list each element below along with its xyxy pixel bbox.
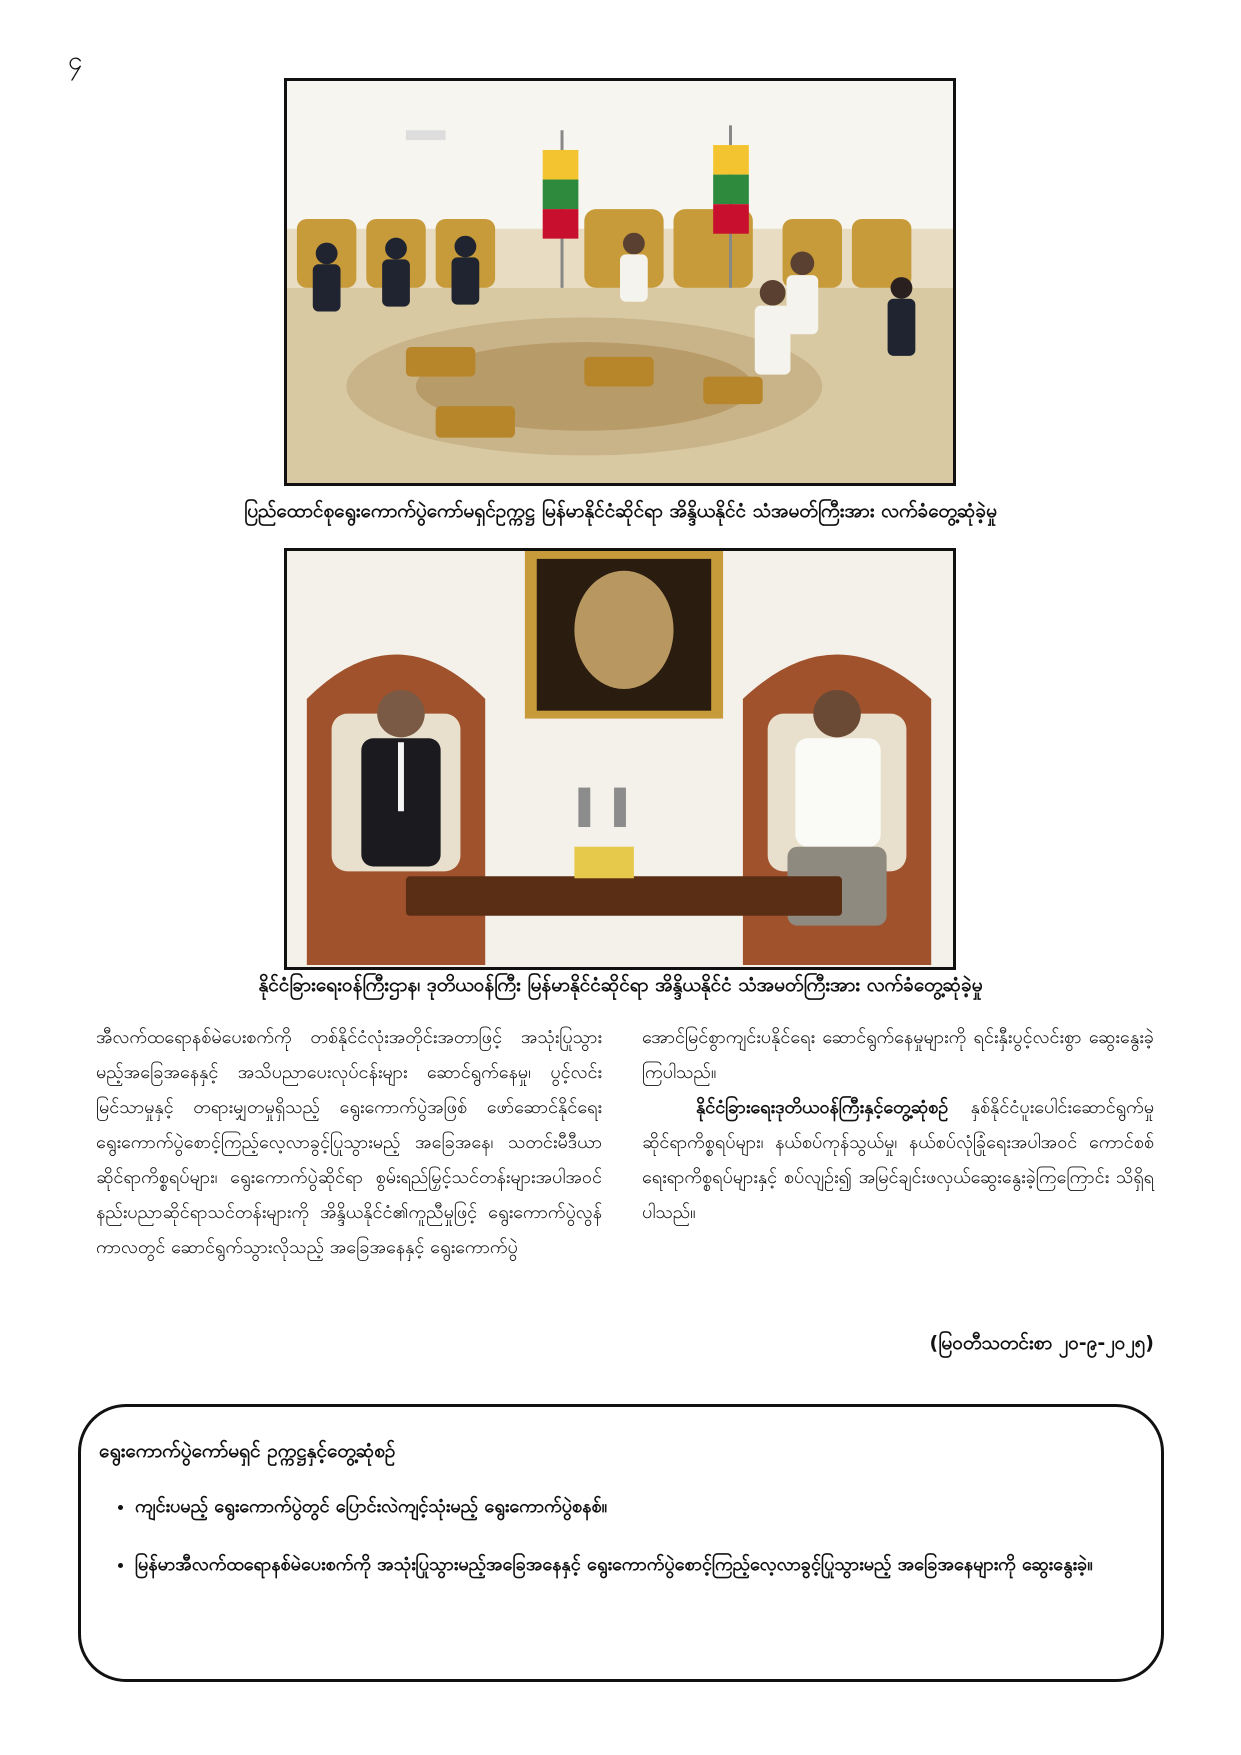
article-right-column bbox=[642, 1020, 1154, 1230]
article-paragraph: အီလက်ထရောနစ်မဲပေးစက်ကို တစ်နိုင်ငံလုံးအတိုင်းအတာဖြင့် အသုံးပြုသွားမည့်အခြေအနေနှင့် အသိပညာပေးလုပ်ငန်းများ ဆောင်ရွက်နေမှု၊ ပွင့်လင်းမြင်သာမှုနှင့် တရားမျှတမှုရှိသည့် ရွေးကောက်ပွဲအဖြစ် ဖော်ဆောင်နိုင်ရေး ရွေးကောက်ပွဲစောင့်ကြည့်လေ့လာခွင့်ပြုသွားမည့် အခြေအနေ၊ သတင်းမီဒီယာဆိုင်ရာကိစ္စရပ်များ၊ ရွေးကောက်ပွဲဆိုင်ရာ စွမ်းရည်မြှင့်သင်တန်းများအပါအဝင် နည်းပညာဆိုင်ရာသင်တန်းများကို အိန္ဒိယနိုင်ငံ၏ကူညီမှုဖြင့် ရွေးကောက်ပွဲလွန်ကာလတွင် ဆောင်ရွက်သွားလိုသည့် အခြေအနေနှင့် ရွေးကောက်ပွဲ bbox=[96, 1027, 602, 1258]
page-number: ၄ bbox=[68, 46, 83, 76]
article-paragraph: အောင်မြင်စွာကျင်းပနိုင်ရေး ဆောင်ရွက်နေမှုများကို ရင်းနှီးပွင့်လင်းစွာ ဆွေးနွေးခဲ့ကြပါသည်။ bbox=[642, 1027, 1154, 1083]
photo-2-caption: နိုင်ငံခြားရေးဝန်ကြီးဌာန၊ ဒုတိယဝန်ကြီး မြန်မာနိုင်ငံဆိုင်ရာ အိန္ဒိယနိုင်ငံ သံအမတ်ကြီးအား လက်ခံတွေ့ဆုံခဲ့မှု bbox=[258, 974, 983, 996]
meeting-room-illustration bbox=[287, 81, 953, 483]
summary-bullet-list bbox=[101, 1487, 1165, 1603]
article-left-column bbox=[96, 1020, 602, 1265]
paragraph-body: နှစ်နိုင်ငံပူးပေါင်းဆောင်ရွက်မှုဆိုင်ရာကိစ္စရပ်များ၊ နယ်စပ်ကုန်သွယ်မှု၊ နယ်စပ်လုံခြုံရေးအပါအဝင် ကောင်စစ်ရေးရာကိစ္စရပ်များနှင့် စပ်လျဉ်း၍ အမြင်ချင်းဖလှယ်ဆွေးနွေးခဲ့ကြကြောင်း သိရှိရပါသည်။ bbox=[642, 1097, 1154, 1223]
meeting-photo-1 bbox=[284, 78, 956, 486]
summary-bullet: • ကျင်းပမည့် ရွေးကောက်ပွဲတွင် ပြောင်းလဲကျင့်သုံးမည့် ရွေးကောက်ပွဲစနစ်။ bbox=[135, 1487, 1165, 1527]
two-officials-illustration bbox=[287, 551, 953, 967]
article-paragraph bbox=[642, 1090, 1154, 1230]
source-citation: (မြဝတီသတင်းစာ ၂၀-၉-၂၀၂၅) bbox=[929, 1332, 1154, 1354]
photo-1-caption: ပြည်ထောင်စုရွေးကောက်ပွဲကော်မရှင်ဥက္ကဋ္ဌ မြန်မာနိုင်ငံဆိုင်ရာ အိန္ဒိယနိုင်ငံ သံအမတ်ကြီးအား လက်ခံတွေ့ဆုံခဲ့မှု bbox=[244, 500, 997, 522]
summary-box-title: ရွေးကောက်ပွဲကော်မရှင် ဥက္ကဋ္ဌနှင့်တွေ့ဆုံစဉ် bbox=[99, 1440, 396, 1462]
summary-bullet: • မြန်မာအီလက်ထရောနစ်မဲပေးစက်ကို အသုံးပြုသွားမည့်အခြေအနေနှင့် ရွေးကောက်ပွဲစောင့်ကြည့်လေ့လာခွင့်ပြုသွားမည့် အခြေအနေများကို ဆွေးနွေးခဲ့။ bbox=[135, 1545, 1165, 1585]
paragraph-lead: နိုင်ငံခြားရေးဒုတိယဝန်ကြီးနှင့်တွေ့ဆုံစဉ် bbox=[696, 1097, 949, 1118]
summary-box bbox=[78, 1404, 1164, 1682]
meeting-photo-2 bbox=[284, 548, 956, 970]
